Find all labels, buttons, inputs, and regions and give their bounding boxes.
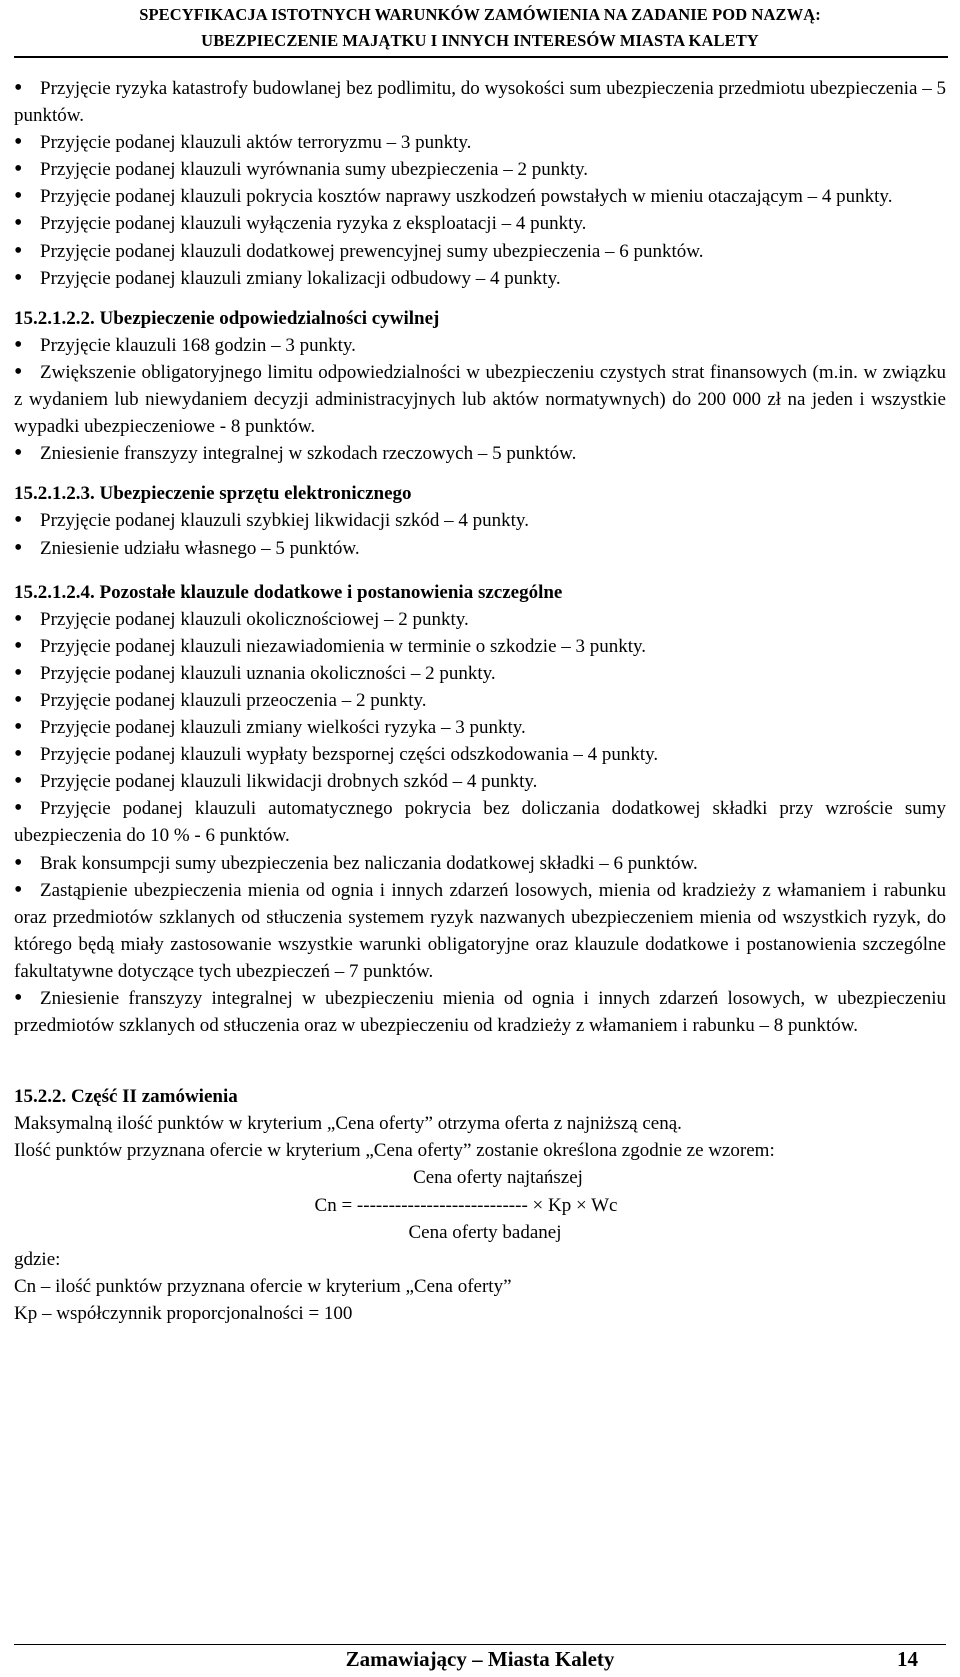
list-item: • Przyjęcie podanej klauzuli pokrycia kosztów naprawy uszkodzeń powstałych w mieniu otaczającym – 4 punkty.: [14, 183, 946, 210]
bullet-list-other-clauses: [14, 606, 946, 1040]
list-item: • Przyjęcie podanej klauzuli przeoczenia – 2 punkty.: [14, 687, 946, 714]
page-content: [14, 75, 946, 1327]
list-item: • Przyjęcie podanej klauzuli uznania okoliczności – 2 punkty.: [14, 660, 946, 687]
section-title-part-2: 15.2.2. Część II zamówienia: [14, 1086, 238, 1108]
list-item: • Brak konsumpcji sumy ubezpieczenia bez naliczania dodatkowej składki – 6 punktów.: [14, 850, 946, 877]
definition-kp: Kp – współczynnik proporcjonalności = 100: [14, 1302, 353, 1324]
list-item: • Zniesienie franszyzy integralnej w ubezpieczeniu mienia od ognia i innych zdarzeń losowych, w ubezpieczeniu przedmiotów szklanych od stłuczenia oraz w ubezpieczeniu od kradzieży z włamaniem i rabunku – 8 punktów.: [14, 985, 946, 1039]
list-item: • Przyjęcie podanej klauzuli okolicznościowej – 2 punkty.: [14, 606, 946, 633]
list-item: • Przyjęcie podanej klauzuli likwidacji drobnych szkód – 4 punkty.: [14, 768, 946, 795]
page-header: [14, 2, 946, 54]
list-item: • Przyjęcie klauzuli 168 godzin – 3 punkty.: [14, 332, 946, 359]
list-item: • Przyjęcie podanej klauzuli zmiany wielkości ryzyka – 3 punkty.: [14, 714, 946, 741]
formula-denominator: Cena oferty badanej: [408, 1221, 562, 1243]
bullet-list-liability: [14, 332, 946, 467]
list-item: • Zwiększenie obligatoryjnego limitu odpowiedzialności w ubezpieczeniu czystych strat finansowych (m.in. w związku z wydaniem lub niewydaniem decyzji administracyjnych lub aktów normatywnych) do 200 000 zł na jeden i wszystkie wypadki ubezpieczeniowe - 8 punktów.: [14, 359, 946, 440]
paragraph-max-points: Maksymalną ilość punktów w kryterium „Cena oferty” otrzyma oferta z najniższą ceną.: [14, 1113, 682, 1135]
formula-numerator: Cena oferty najtańszej: [413, 1167, 583, 1189]
list-item: • Przyjęcie podanej klauzuli wyłączenia ryzyka z eksploatacji – 4 punkty.: [14, 210, 946, 237]
list-item: • Przyjęcie podanej klauzuli szybkiej likwidacji szkód – 4 punkty.: [14, 507, 946, 534]
page-number: 14: [897, 1647, 918, 1671]
section-title-liability: 15.2.1.2.2. Ubezpieczenie odpowiedzialności cywilnej: [14, 307, 440, 329]
list-item: • Zastąpienie ubezpieczenia mienia od ognia i innych zdarzeń losowych, mienia od kradzieży z włamaniem i rabunku oraz przedmiotów szklanych od stłuczenia systemem ryzyk nazwanych ubezpieczeniem mienia od wszystkich ryzyk, do którego będą miały zastosowanie wszystkie warunki obligatoryjne oraz klauzule dodatkowe i postanowienia szczególne fakultatywne dotyczące tych ubezpieczeń – 7 punktów.: [14, 877, 946, 985]
bullet-list-electronics: [14, 507, 946, 561]
header-divider: [14, 56, 948, 58]
list-item: • Przyjęcie podanej klauzuli wyrównania sumy ubezpieczenia – 2 punkty.: [14, 156, 946, 183]
section-title-other-clauses: 15.2.1.2.4. Pozostałe klauzule dodatkowe i postanowienia szczególne: [14, 581, 563, 603]
list-item: • Przyjęcie podanej klauzuli zmiany lokalizacji odbudowy – 4 punkty.: [14, 265, 946, 292]
list-item: • Przyjęcie podanej klauzuli wypłaty bezspornej części odszkodowania – 4 punkty.: [14, 741, 946, 768]
list-item: • Zniesienie udziału własnego – 5 punktów.: [14, 535, 946, 562]
formula-main: Cn = --------------------------- × Kp × Wc: [314, 1194, 618, 1216]
list-item: • Przyjęcie podanej klauzuli automatycznego pokrycia bez doliczania dodatkowej składki przy wzroście sumy ubezpieczenia do 10 % - 6 punktów.: [14, 795, 946, 849]
bullet-list-property: [14, 75, 946, 292]
list-item: • Przyjęcie podanej klauzuli niezawiadomienia w terminie o szkodzie – 3 punkty.: [14, 633, 946, 660]
list-item: • Przyjęcie ryzyka katastrofy budowlanej bez podlimitu, do wysokości sum ubezpieczenia przedmiotu ubezpieczenia – 5 punktów.: [14, 75, 946, 129]
header-line-2: UBEZPIECZENIE MAJĄTKU I INNYCH INTERESÓW MIASTA KALETY: [201, 31, 759, 50]
section-title-electronics: 15.2.1.2.3. Ubezpieczenie sprzętu elektronicznego: [14, 483, 412, 505]
paragraph-formula-intro: Ilość punktów przyznana ofercie w kryterium „Cena oferty” zostanie określona zgodnie ze wzorem:: [14, 1140, 775, 1162]
list-item: • Zniesienie franszyzy integralnej w szkodach rzeczowych – 5 punktów.: [14, 440, 946, 467]
list-item: • Przyjęcie podanej klauzuli aktów terroryzmu – 3 punkty.: [14, 129, 946, 156]
footer-text: Zamawiający – Miasta Kalety: [345, 1647, 615, 1671]
where-label: gdzie:: [14, 1248, 61, 1270]
header-line-1: SPECYFIKACJA ISTOTNYCH WARUNKÓW ZAMÓWIENIA NA ZADANIE POD NAZWĄ:: [139, 5, 821, 24]
definition-cn: Cn – ilość punktów przyznana ofercie w kryterium „Cena oferty”: [14, 1275, 512, 1297]
list-item: • Przyjęcie podanej klauzuli dodatkowej prewencyjnej sumy ubezpieczenia – 6 punktów.: [14, 238, 946, 265]
